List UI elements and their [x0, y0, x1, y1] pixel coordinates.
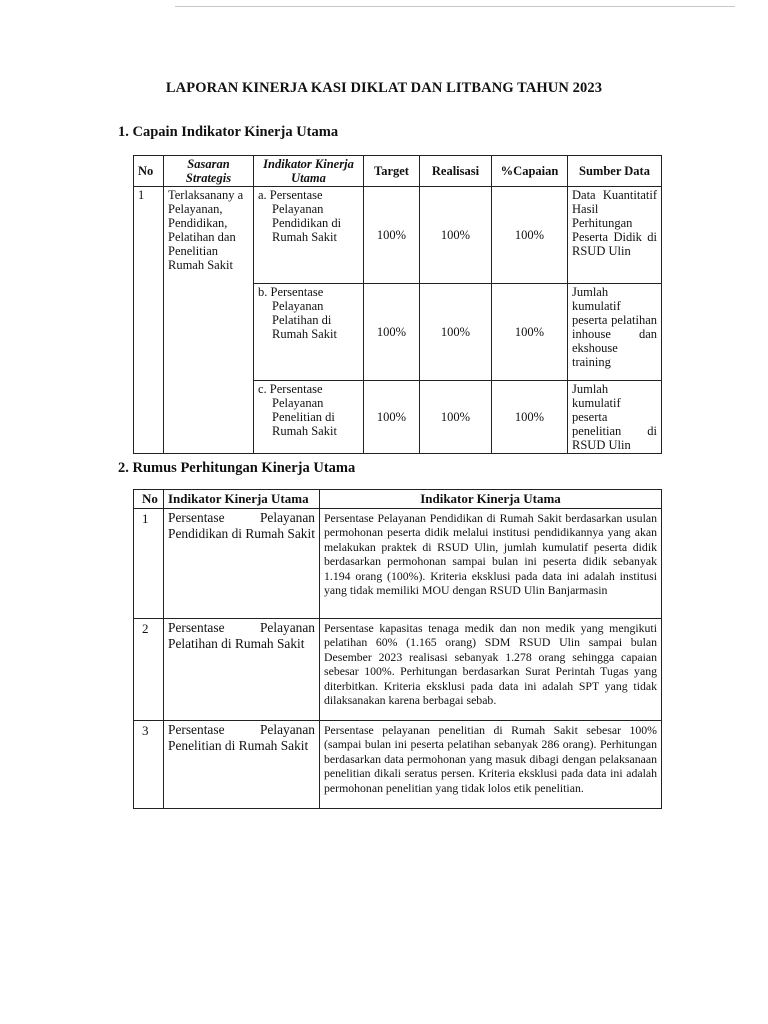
indikator-text: Persentase Pelayanan Pelatihan di Rumah Sakit	[164, 619, 320, 721]
rumus-header-row	[134, 490, 662, 509]
indikator-cell	[254, 381, 364, 454]
header-indikator: Indikator Kinerja Utama	[254, 156, 364, 187]
header-no: No	[134, 490, 164, 509]
header-target: Target	[364, 156, 420, 187]
indikator-text: Pelayanan Pelatihan di Rumah Sakit	[272, 299, 337, 341]
rumus-description: Persentase kapasitas tenaga medik dan non medik yang mengikuti pelatihan 60% (1.165 orang) SDM RSUD Ulin sampai bulan Desember 2023 realisasi sebanyak 1.278 orang sehingga capaian sebesar 100%. Perhitungan berdasarkan Surat Perintah Tugas yang diterbitkan. Kriteria eksklusi pada data ini adalah SPT yang tidak dilaksanakan karena berbagai sebab.	[320, 619, 662, 721]
header-rumus: Indikator Kinerja Utama	[320, 490, 662, 509]
indikator-label: c. Persentase	[258, 382, 323, 396]
capaian-value: 100%	[492, 381, 568, 454]
rumus-row	[134, 619, 662, 721]
row-number: 3	[134, 721, 164, 809]
rumus-description: Persentase Pelayanan Pendidikan di Rumah Sakit berdasarkan usulan permohonan peserta didik melalui institusi pendidikannya yang akan melakukan praktek di RSUD Ulin, jumlah kumulatif peserta didik berdasarkan permohonan sampai bulan ini peserta didik sebanyak 1.194 orang (100%). Kriteria eksklusi pada data ini adalah institusi yang tidak memiliki MOU dengan RSUD Ulin Banjarmasin	[320, 509, 662, 619]
indikator-label: b. Persentase	[258, 285, 324, 299]
rumus-row	[134, 721, 662, 809]
capaian-value: 100%	[492, 187, 568, 284]
capaian-value: 100%	[492, 284, 568, 381]
rumus-description: Persentase pelayanan penelitian di Rumah Sakit sebesar 100% (sampai bulan ini peserta pelatihan sebanyak 286 orang). Perhitungan berdasarkan data permohonan yang masuk dibagi dengan pelaksanaan penelitian dikali seratus persen. Kriteria eksklusi pada data ini adalah permohonan penelitian yang tidak lolos etik penelitian.	[320, 721, 662, 809]
indikator-text: Pelayanan Penelitian di Rumah Sakit	[272, 396, 337, 438]
row-number: 1	[134, 187, 164, 454]
realisasi-value: 100%	[420, 381, 492, 454]
capaian-row	[134, 187, 662, 284]
header-capaian: %Capaian	[492, 156, 568, 187]
target-value: 100%	[364, 187, 420, 284]
header-indikator: Indikator Kinerja Utama	[164, 490, 320, 509]
indikator-text: Persentase Pelayanan Pendidikan di Rumah Sakit	[164, 509, 320, 619]
header-realisasi: Realisasi	[420, 156, 492, 187]
sumber-data: Jumlah kumulatif peserta penelitian di RSUD Ulin	[568, 381, 662, 454]
target-value: 100%	[364, 381, 420, 454]
rumus-table	[133, 489, 662, 809]
section-1-heading: 1. Capain Indikator Kinerja Utama	[118, 124, 339, 140]
indikator-label: a. Persentase	[258, 188, 323, 202]
capaian-table	[133, 155, 662, 454]
target-value: 100%	[364, 284, 420, 381]
indikator-text: Persentase Pelayanan Penelitian di Rumah Sakit	[164, 721, 320, 809]
realisasi-value: 100%	[420, 187, 492, 284]
sumber-data: Jumlah kumulatif peserta pelatihan inhouse dan ekshouse training	[568, 284, 662, 381]
realisasi-value: 100%	[420, 284, 492, 381]
header-sumber: Sumber Data	[568, 156, 662, 187]
header-no: No	[134, 156, 164, 187]
rumus-row	[134, 509, 662, 619]
section-2-heading: 2. Rumus Perhitungan Kinerja Utama	[118, 460, 356, 476]
indikator-cell	[254, 187, 364, 284]
indikator-cell	[254, 284, 364, 381]
row-number: 1	[134, 509, 164, 619]
header-sasaran: Sasaran Strategis	[164, 156, 254, 187]
capaian-header-row	[134, 156, 662, 187]
row-number: 2	[134, 619, 164, 721]
document-title: LAPORAN KINERJA KASI DIKLAT DAN LITBANG TAHUN 2023	[165, 80, 603, 96]
scan-top-rule	[175, 6, 735, 7]
sumber-data: Data Kuantitatif Hasil Perhitungan Peserta Didik di RSUD Ulin	[568, 187, 662, 284]
indikator-text: Pelayanan Pendidikan di Rumah Sakit	[272, 202, 342, 244]
sasaran-strategis: Terlaksanany a Pelayanan, Pendidikan, Pelatihan dan Penelitian Rumah Sakit	[164, 187, 254, 454]
